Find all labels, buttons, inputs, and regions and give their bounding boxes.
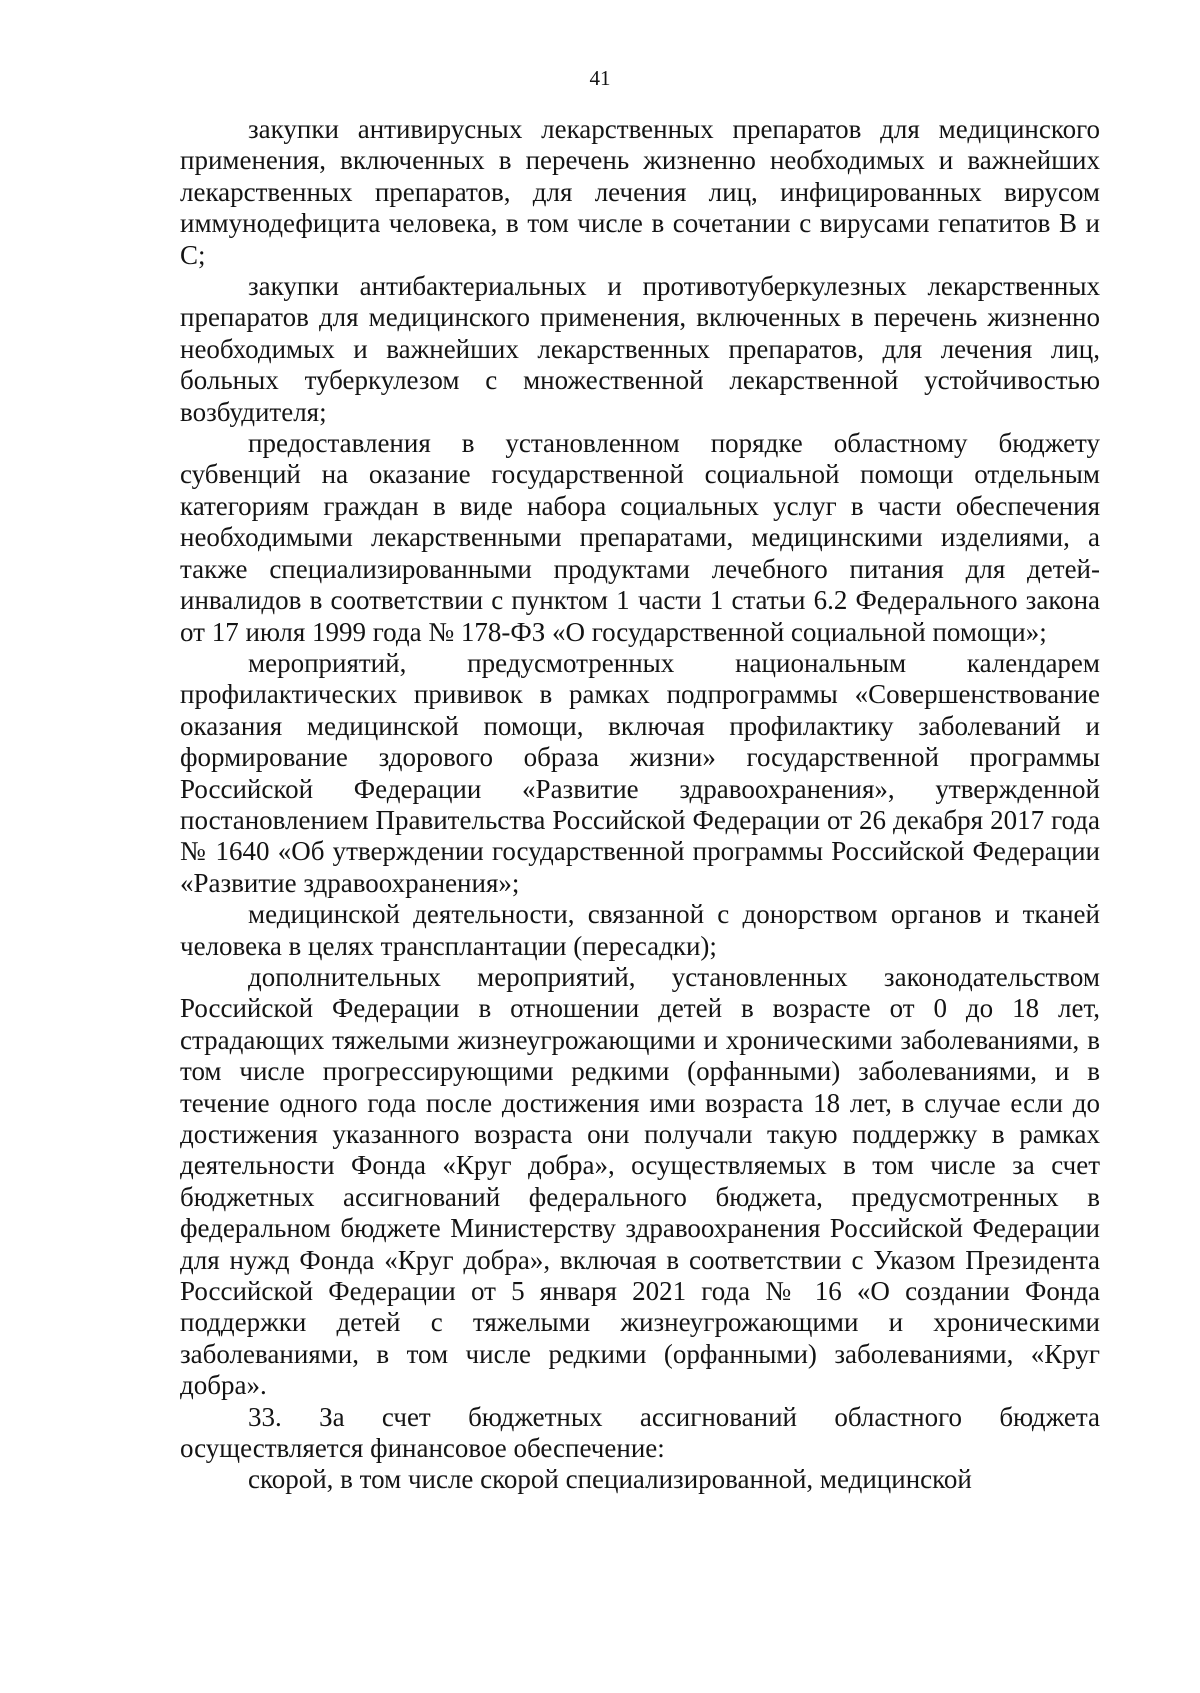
paragraph-social-assistance-subventions: предоставления в установленном порядке областному бюджету субвенций на оказание государственной социальной помощи отдельным категориям граждан в виде набора социальных услуг в части обеспечения необходимыми лекарственными препаратами, медицинскими изделиями, а также специализированными продуктами лечебного питания для детей-инвалидов в соответствии с пунктом 1 части 1 статьи 6.2 Федерального закона от 17 июля 1999 года № 178-ФЗ «О государственной социальной помощи»; <box>180 428 1100 647</box>
paragraph-vaccination-calendar: мероприятий, предусмотренных национальным календарем профилактических прививок в рамках подпрограммы «Совершенствование оказания медицинской помощи, включая профилактику заболеваний и формирование здорового образа жизни» государственной программы Российской Федерации «Развитие здравоохранения», утвержденной постановлением Правительства Российской Федерации от 26 декабря 2017 года № 1640 «Об утверждении государственной программы Российской Федерации «Развитие здравоохранения»; <box>180 647 1100 898</box>
page-number: 41 <box>589 66 611 90</box>
paragraph-krug-dobra-fund: дополнительных мероприятий, установленных законодательством Российской Федерации в отношении детей в возрасте от 0 до 18 лет, страдающих тяжелыми жизнеугрожающими и хроническими заболеваниями, в том числе прогрессирующими редкими (орфанными) заболеваниями, и в течение одного года после достижения ими возраста 18 лет, в случае если до достижения указанного возраста они получали такую поддержку в рамках деятельности Фонда «Круг добра», осуществляемых в том числе за счет бюджетных ассигнований федерального бюджета, предусмотренных в федеральном бюджете Министерству здравоохранения Российской Федерации для нужд Фонда «Круг добра», включая в соответствии с Указом Президента Российской Федерации от 5 января 2021 года № 16 «О создании Фонда поддержки детей с тяжелыми жизнеугрожающими и хроническими заболеваниями, в том числе редкими (орфанными) заболеваниями, «Круг добра». <box>180 961 1100 1401</box>
document-body <box>180 114 1100 1496</box>
paragraph-emergency-care: скорой, в том числе скорой специализированной, медицинской <box>248 1464 972 1495</box>
paragraph-organ-donation: медицинской деятельности, связанной с донорством органов и тканей человека в целях трансплантации (пересадки); <box>180 899 1100 961</box>
paragraph-antibacterial-drugs: закупки антибактериальных и противотуберкулезных лекарственных препаратов для медицинского применения, включенных в перечень жизненно необходимых и важнейших лекарственных препаратов, для лечения лиц, больных туберкулезом с множественной лекарственной устойчивостью возбудителя; <box>180 271 1100 427</box>
paragraph-section-33: 33. За счет бюджетных ассигнований областного бюджета осуществляется финансовое обеспечение: <box>180 1401 1100 1464</box>
paragraph-antiviral-drugs: закупки антивирусных лекарственных препаратов для медицинского применения, включенных в перечень жизненно необходимых и важнейших лекарственных препаратов, для лечения лиц, инфицированных вирусом иммунодефицита человека, в том числе в сочетании с вирусами гепатитов B и C; <box>180 114 1100 270</box>
